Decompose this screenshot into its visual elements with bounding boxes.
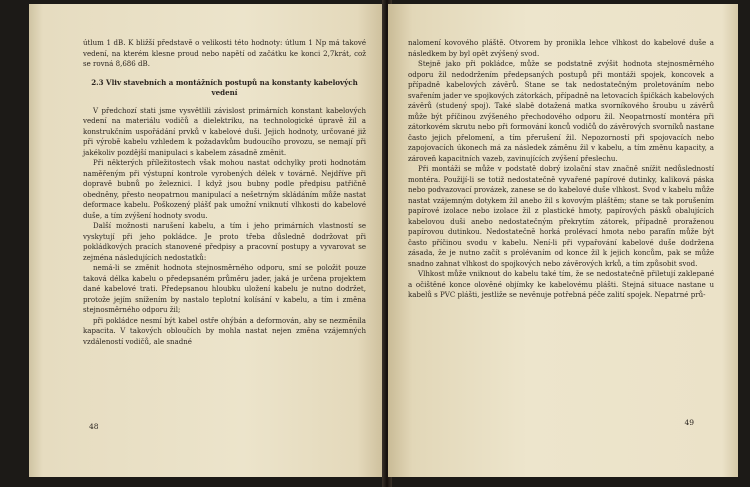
left-paragraph-4: nemá-li se změnit hodnota stejnosměrného odporu, smí se položit pouze taková délka kabelu o předepsaném průměru jader, jaká je určena projektem dané kabelové trati. Předepsanou hloubku uložení kabelu je nutno dodržet, protože jejím snížením by nastalo teplotní kolísání v kabelu, a tím i změna stejnosměrného odporu žil; xyxy=(83,263,366,314)
left-page xyxy=(29,4,386,477)
left-paragraph-2: Při některých příležitostech však mohou nastat odchylky proti hodnotám naměřeným při výstupní kontrole vyrobených délek v továrně. Nejdříve při dopravě bubnů po železnici. I když jsou bubny podle předpisu patřičně obedněny, přesto neopatrnou manipulací a nešetrným skládáním může nastat deformace kabelu. Poškozený plášť pak umožní vniknutí vlhkosti do kabelové duše, a tím zvýšení hodnoty svodu. xyxy=(83,158,366,220)
right-paragraph-2: Stejně jako při pokládce, může se podstatně zvýšit hodnota stejnosměrného odporu žil nedodržením předepsaných postupů při montáži spojek, koncovek a případně kabelových závěrů. Stane se tak nedostatečným proletováním nebo svařením jader ve spojkových zátorkách, případně na letovacích špičkách kabelových závěrů (studený spoj). Také slabě dotažená matka svorníkového šroubu u závěrů může být příčinou zvýšeného přechodového odporu žil. Neopatrností montéra při zátorkovém skrutu nebo při formování konců vodičů do závěrových svorníků nastane často jejich přelomení, a tím přerušení žil. Nepozorností při spojovacích nebo zapojovacích úkonech má za následek záměnu žil v kabelu, a tím změnu kapacity, a zároveň kapacitních vazeb, zavinujících zvýšení přeslechu. xyxy=(408,59,714,163)
left-page-number: 48 xyxy=(89,422,99,431)
right-paragraph-1: nalomení kovového pláště. Otvorem by pronikla lehce vlhkost do kabelové duše a následkem by byl opět zvýšený svod. xyxy=(408,38,714,58)
section-heading: 2.3 Vliv stavebních a montážních postupů na konstanty kabelových vedení xyxy=(91,77,358,97)
left-intro-paragraph: útlum 1 dB. K bližší představě o velikosti této hodnoty: útlum 1 Np má takové vedení, na kterém klesne proud nebo napětí od začátku ke konci 2,7krát, což se rovná 8,686 dB. xyxy=(83,38,366,68)
left-paragraph-3: Další možnosti narušení kabelu, a tím i jeho primárních vlastností se vyskytují při jeho pokládce. Je proto třeba důsledně dodržovat při pokládkových pracích stanovené předpisy a pracovní postupy a vyvarovat se zejména následujících nedostatků: xyxy=(83,221,366,262)
left-paragraph-5: při pokládce nesmí být kabel ostře ohýbán a deformován, aby se nezměnila kapacita. V takových obloučích by mohla nastat nejen změna vzájemných vzdáleností vodičů, ale snadné xyxy=(83,315,366,346)
right-paragraph-3: Při montáži se může v podstatě dobrý izolační stav značně snížit nedůsledností montéra. Použijí-li se totiž nedostatečně vyvařené papírové dutinky, kaliková páska nebo podvazovací provázek, zanese se do kabelové duše vlhkost. Svod v kabelu může nastat vzájemným dotykem žil anebo žil s kovovým pláštěm; stane se tak porušením papírové izolace nebo izolace žil z plastické hmoty, papírových pásků obalujících kabelovou duši anebo nedostatečným překrytím zátorek, případně proraženou papírovou dutinkou. Nedostatečně horká prolévací hmota nebo parafín může být často příčinou svodu v kabelu. Není-li při vypařování kabelové duše dodržena zásada, že je nutno začít s prolévaním od konce žil k jejich koncům, pak se může snadno zahnat vlhkost do spojkových nebo závěrových krků, a tím způsobit svod. xyxy=(408,164,714,268)
left-paragraph-1: V předchozí stati jsme vysvětlili závislost primárních konstant kabelových vedení na materiálu vodičů a dielektriku, na technologické úpravě žil a konstrukčním uspořádání prvků v kabelové duši. Jejich hodnoty, určované již při výrobě kabelu vzhledem k požadavkům budoucího provozu, se nemají při jakékoliv pozdější manipulaci s kabelem zásadně změnit. xyxy=(83,105,366,157)
right-paragraph-4: Vlhkost může vniknout do kabelu také tím, že se nedostatečně přiletují zaklepané a očištěné konce olověné objímky ke kabelovému plášti. Stejná situace nastane u kabelů s PVC plášti, jestliže se nevěnuje potřebná péče zalití spojek. Nepatrné prů- xyxy=(408,269,714,299)
right-page-number: 49 xyxy=(684,418,694,427)
right-page xyxy=(388,4,738,477)
